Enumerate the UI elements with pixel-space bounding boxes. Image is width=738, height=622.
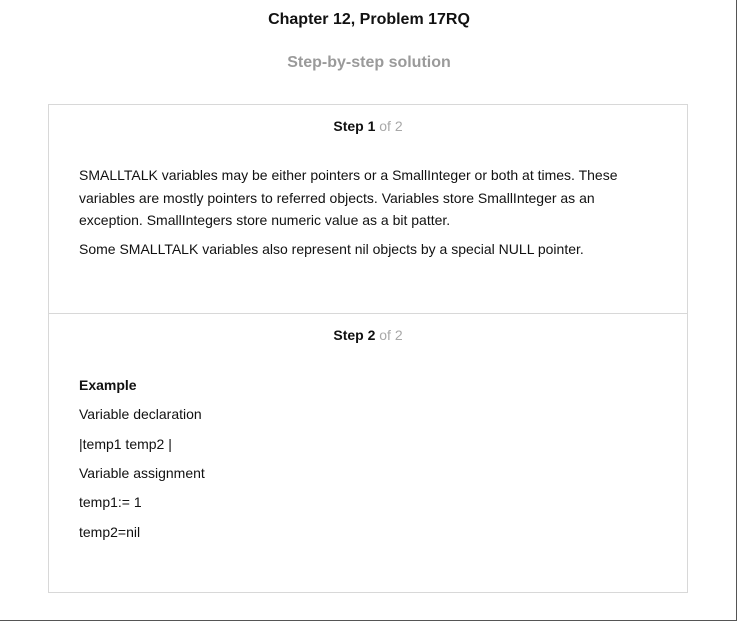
step-1-paragraph-1: SMALLTALK variables may be either pointers or a SmallInteger or both at times. These variables are mostly pointers to referred objects. Variables store SmallInteger as an exception. SmallIntegers store numeric value as a bit patter. xyxy=(79,167,618,228)
solution-card xyxy=(48,104,688,593)
step-2-line: temp2=nil xyxy=(79,524,141,540)
step-2-line: |temp1 temp2 | xyxy=(79,436,172,452)
step-2-line: Variable assignment xyxy=(79,465,205,481)
step-2-line: Variable declaration xyxy=(79,406,202,422)
step-1-label: Step 1 xyxy=(333,118,376,134)
step-1-section xyxy=(49,105,687,314)
step-2-line: temp1:= 1 xyxy=(79,494,142,510)
step-2-heading: Example xyxy=(79,377,137,393)
step-2-header xyxy=(49,327,687,343)
step-1-count: of 2 xyxy=(379,118,403,134)
step-2-section xyxy=(49,314,687,592)
page-subtitle: Step-by-step solution xyxy=(287,54,451,71)
step-1-header xyxy=(49,118,687,134)
step-2-label: Step 2 xyxy=(333,327,376,343)
step-2-count: of 2 xyxy=(379,327,403,343)
step-1-paragraph-2: Some SMALLTALK variables also represent nil objects by a special NULL pointer. xyxy=(79,241,584,257)
page-title: Chapter 12, Problem 17RQ xyxy=(268,11,470,28)
